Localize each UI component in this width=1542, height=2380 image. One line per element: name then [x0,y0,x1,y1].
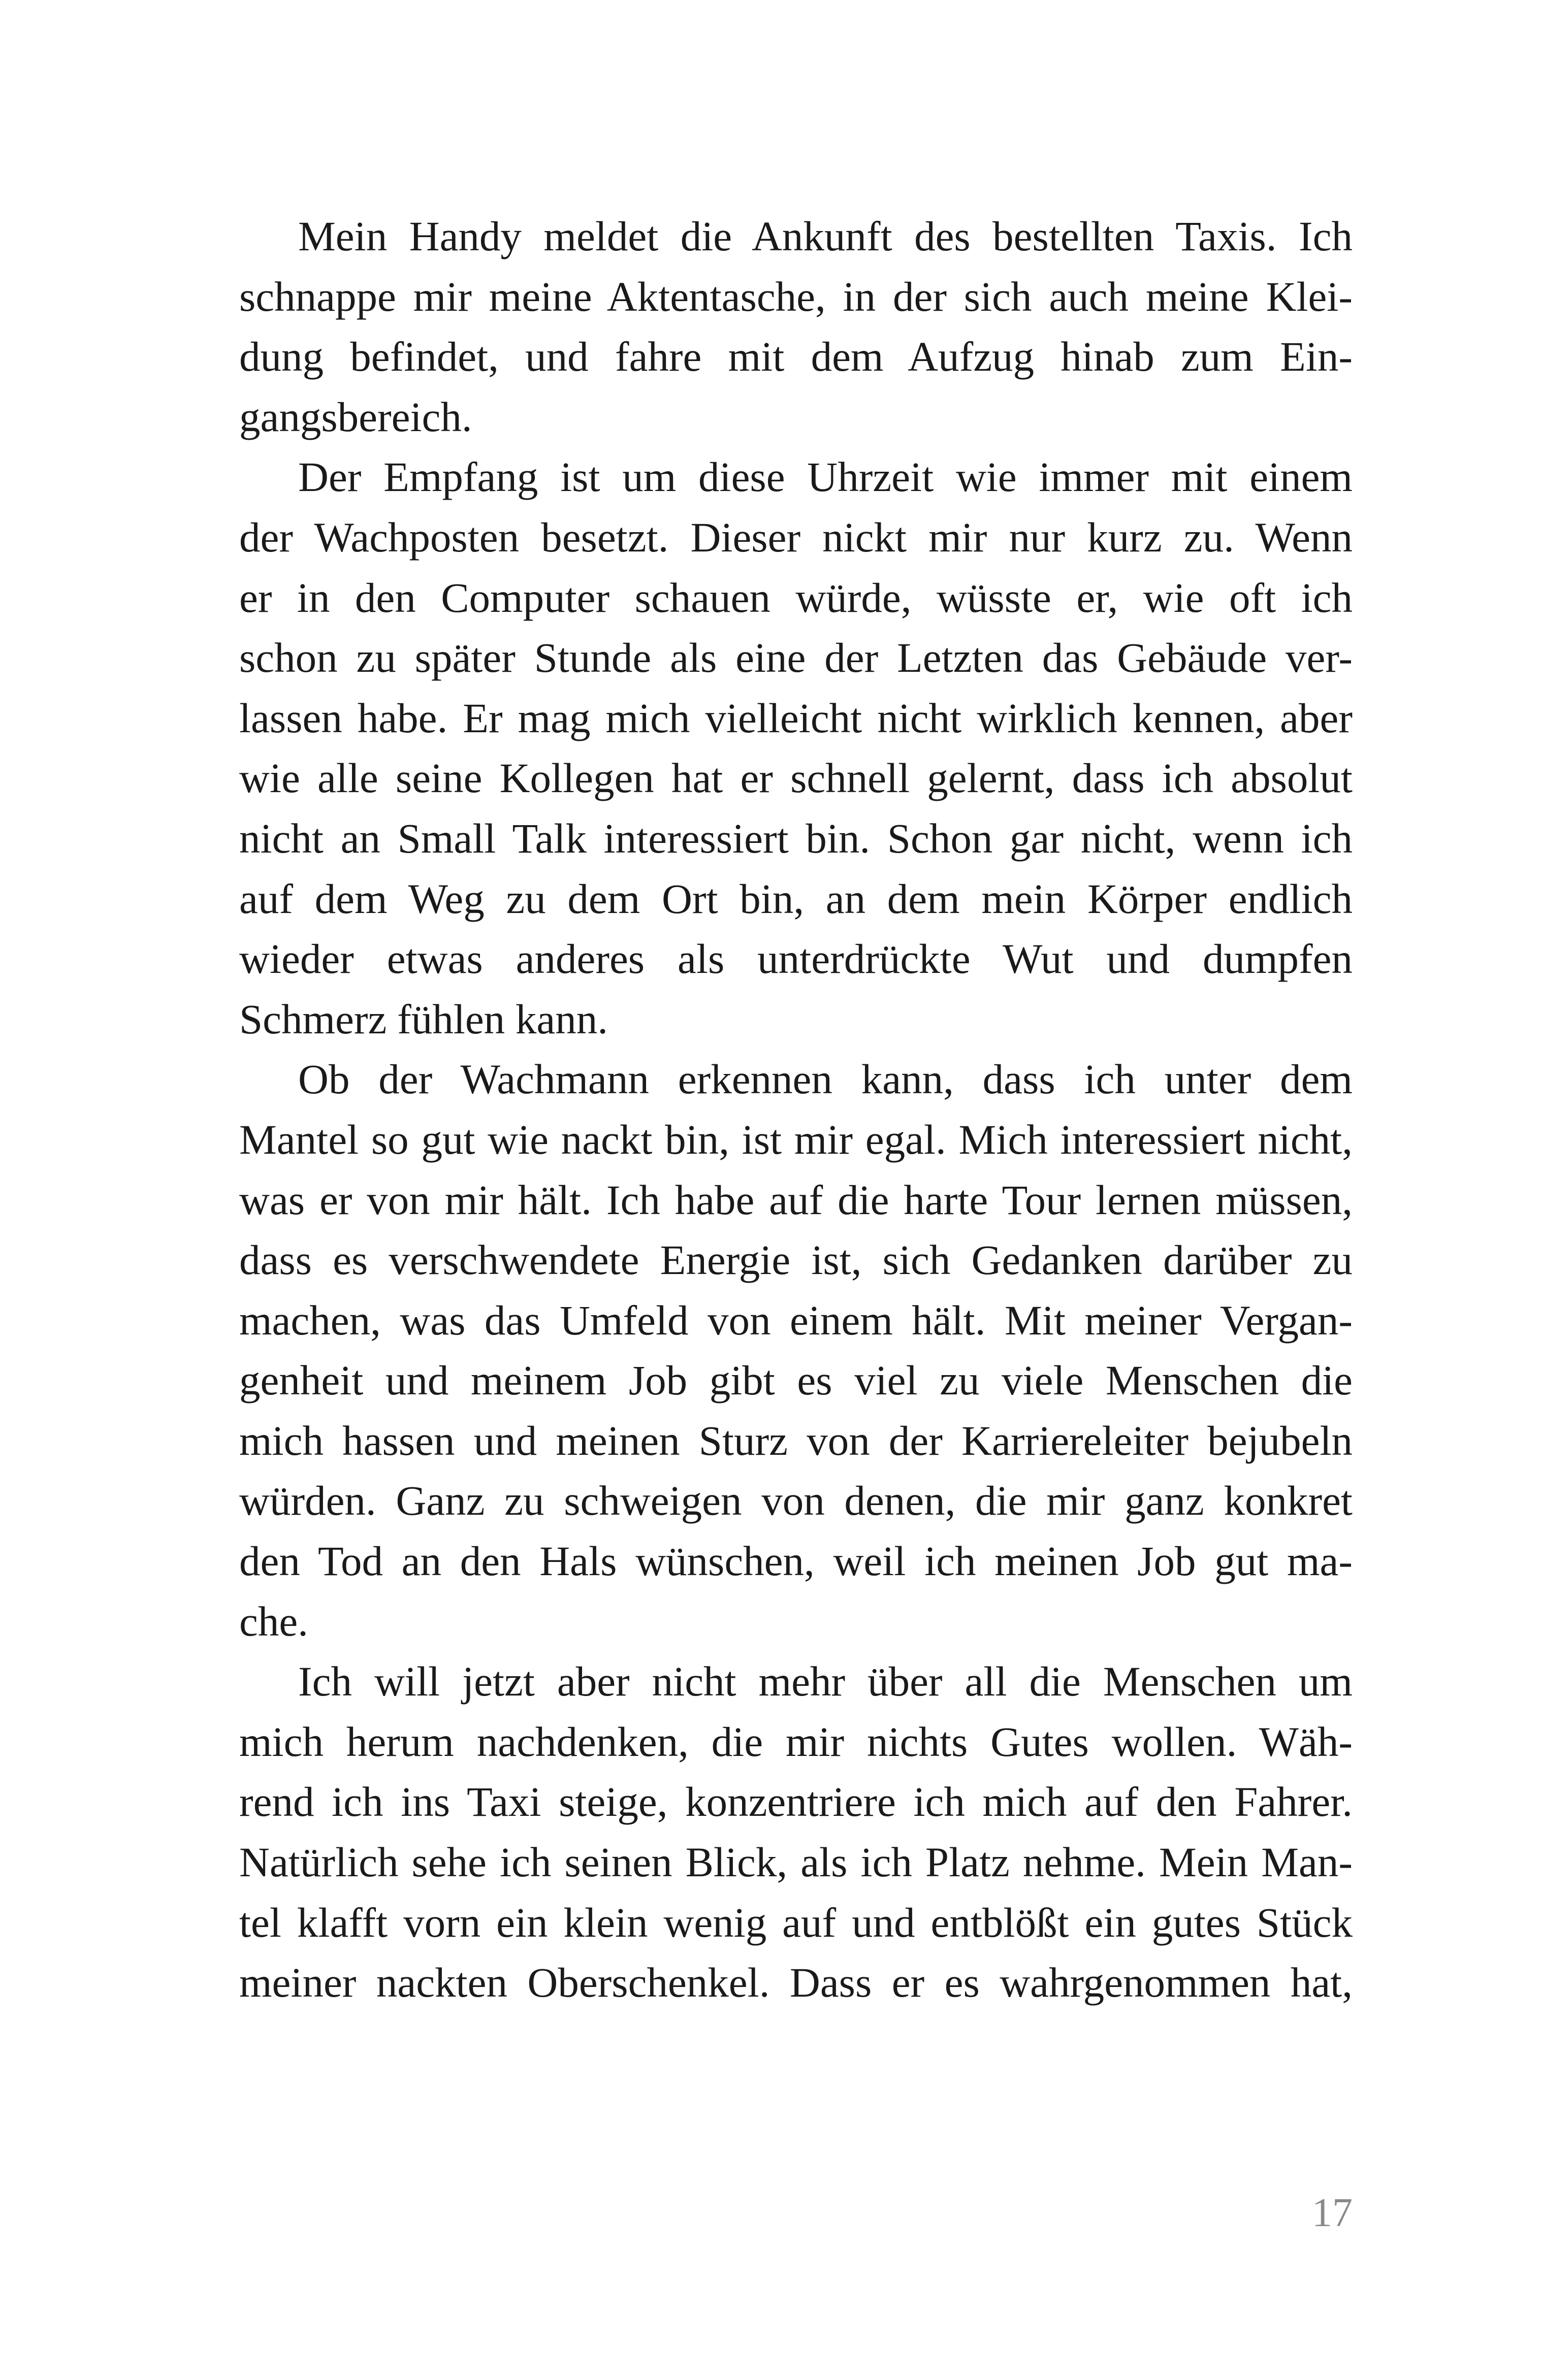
text-line: nicht an Small Talk interessiert bin. Schon gar nicht, wenn ich [239,814,1353,862]
text-line: was er von mir hält. Ich habe auf die harte Tour lernen müssen, [239,1176,1353,1223]
text-line: genheit und meinem Job gibt es viel zu viele Menschen die [239,1357,1353,1404]
text-line: schnappe mir meine Aktentasche, in der sich auch meine Klei- [239,273,1353,320]
text-line: lassen habe. Er mag mich vielleicht nicht wirklich kennen, aber [239,694,1353,741]
text-line: meiner nackten Oberschenkel. Dass er es wahrgenommen hat, [239,1959,1353,2006]
text-line: che. [239,1597,308,1645]
text-line: dung befindet, und fahre mit dem Aufzug hinab zum Ein- [239,333,1353,380]
text-line: Mein Handy meldet die Ankunft des bestellten Taxis. Ich [298,213,1353,259]
text-line: dass es verschwendete Energie ist, sich Gedanken darüber zu [239,1236,1353,1284]
text-line: Ob der Wachmann erkennen kann, dass ich unter dem [298,1056,1353,1103]
paragraph [239,447,1353,1049]
body-text [239,206,1353,2013]
text-line: tel klafft vorn ein klein wenig auf und entblößt ein gutes Stück [239,1899,1353,1946]
text-line: schon zu später Stunde als eine der Letzten das Gebäude ver- [239,634,1353,681]
text-line: auf dem Weg zu dem Ort bin, an dem mein Körper endlich [239,875,1353,922]
paragraph [239,206,1353,447]
text-line: Ich will jetzt aber nicht mehr über all die Menschen um [298,1658,1353,1705]
text-line: machen, was das Umfeld von einem hält. Mit meiner Vergan- [239,1296,1353,1344]
text-line: den Tod an den Hals wünschen, weil ich meinen Job gut ma- [239,1538,1353,1585]
text-line: mich herum nachdenken, die mir nichts Gutes wollen. Wäh- [239,1718,1353,1765]
text-line: rend ich ins Taxi steige, konzentriere ich mich auf den Fahrer. [239,1778,1353,1825]
paragraph [239,1049,1353,1651]
text-line: Der Empfang ist um diese Uhrzeit wie immer mit einem [298,453,1353,501]
text-line: mich hassen und meinen Sturz von der Karriereleiter bejubeln [239,1417,1353,1464]
text-line: Schmerz fühlen kann. [239,995,608,1042]
text-line: würden. Ganz zu schweigen von denen, die mir ganz konkret [239,1477,1353,1524]
text-line: wie alle seine Kollegen hat er schnell gelernt, dass ich absolut [239,755,1353,802]
page-number: 17 [1312,2191,1353,2235]
text-line: wieder etwas anderes als unterdrückte Wut und dumpfen [239,935,1353,983]
paragraph [239,1651,1353,2013]
text-line: gangsbereich. [239,393,472,440]
text-line: Natürlich sehe ich seinen Blick, als ich Platz nehme. Mein Man- [239,1839,1353,1886]
text-line: Mantel so gut wie nackt bin, ist mir egal. Mich interessiert nicht, [239,1116,1353,1163]
text-line: er in den Computer schauen würde, wüsste er, wie oft ich [239,574,1353,621]
text-line: der Wachposten besetzt. Dieser nickt mir nur kurz zu. Wenn [239,513,1353,561]
